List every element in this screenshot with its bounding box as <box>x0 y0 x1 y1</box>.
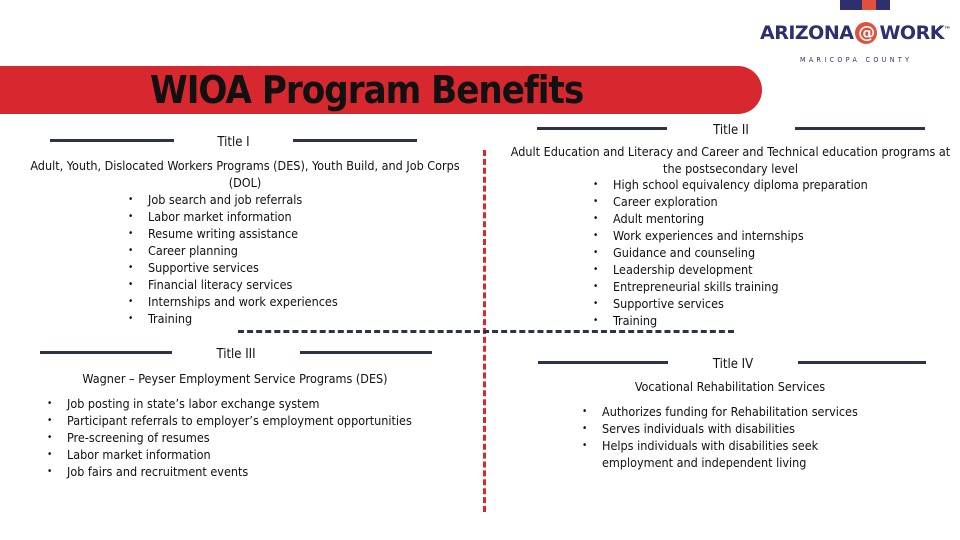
title-ii-list-item: • Career exploration <box>593 193 868 210</box>
logo-name-right: WORK <box>879 22 944 44</box>
logo-at-icon: @ <box>855 22 877 44</box>
title-iii-list-item: • Labor market information <box>47 446 412 463</box>
page-title: WIOA Program Benefits <box>150 68 584 112</box>
title-i-list-item: • Supportive services <box>128 259 338 276</box>
title-i-list-item: • Career planning <box>128 242 338 259</box>
title-i-rule-right <box>293 139 417 142</box>
logo-wordmark <box>760 22 950 44</box>
title-iv-rule-left <box>538 361 668 364</box>
title-iii-list-item: • Pre-screening of resumes <box>47 429 412 446</box>
title-ii-list-item: • Leadership development <box>593 261 868 278</box>
title-i-list-item: • Resume writing assistance <box>128 225 338 242</box>
title-ii-list-item: • Guidance and counseling <box>593 244 868 261</box>
title-ii-list-item: • Entrepreneurial skills training <box>593 278 868 295</box>
title-iii-description: Wagner – Peyser Employment Service Programs (DES) <box>82 371 388 386</box>
title-iv-heading: Title IV <box>712 357 754 372</box>
title-i-list-item: • Internships and work experiences <box>128 293 338 310</box>
title-i-list-item: • Labor market information <box>128 208 338 225</box>
title-ii-list-item: • High school equivalency diploma preparation <box>593 176 868 193</box>
title-iii-rule-left <box>40 351 172 354</box>
title-iv-description: Vocational Rehabilitation Services <box>634 379 826 394</box>
title-ii-rule-left <box>537 127 667 130</box>
title-ii-description: Adult Education and Literacy and Career and Technical education programs at the postsecondary level <box>510 144 951 176</box>
horizontal-divider <box>238 330 734 333</box>
title-iii-list-item: • Job posting in state’s labor exchange system <box>47 395 412 412</box>
title-iv-list <box>582 403 858 471</box>
title-ii-heading: Title II <box>713 123 749 138</box>
title-iv-list-item: • Authorizes funding for Rehabilitation services <box>582 403 858 420</box>
title-iii-list <box>47 395 412 480</box>
logo-name-left: ARIZONA <box>760 22 854 44</box>
title-iv-list-item: • Helps individuals with disabilities seek employment and independent living <box>582 437 842 471</box>
title-iii-heading: Title III <box>216 347 256 362</box>
title-iv-list-item: • Serves individuals with disabilities <box>582 420 858 437</box>
title-i-rule-left <box>50 139 174 142</box>
title-ii-list-item: • Adult mentoring <box>593 210 868 227</box>
title-i-list-item: • Training <box>128 310 338 327</box>
title-ii-list-item: • Work experiences and internships <box>593 227 868 244</box>
logo-trademark: ™ <box>943 25 951 34</box>
title-ii-list-item: • Training <box>593 312 868 329</box>
title-iii-list-item: • Job fairs and recruitment events <box>47 463 412 480</box>
title-ii-list-item: • Supportive services <box>593 295 868 312</box>
title-i-list-item: • Job search and job referrals <box>128 191 338 208</box>
title-i-list-item: • Financial literacy services <box>128 276 338 293</box>
title-i-heading: Title I <box>217 135 250 150</box>
title-i-list <box>128 191 338 327</box>
title-iv-rule-right <box>798 361 926 364</box>
title-iii-rule-right <box>300 351 432 354</box>
title-ii-rule-right <box>795 127 925 130</box>
title-i-description: Adult, Youth, Dislocated Workers Programs (DES), Youth Build, and Job Corps (DOL) <box>30 158 460 190</box>
title-ii-list <box>593 176 868 329</box>
title-iii-list-item: • Participant referrals to employer’s employment opportunities <box>47 412 412 429</box>
logo-subtitle: MARICOPA COUNTY <box>800 56 913 64</box>
